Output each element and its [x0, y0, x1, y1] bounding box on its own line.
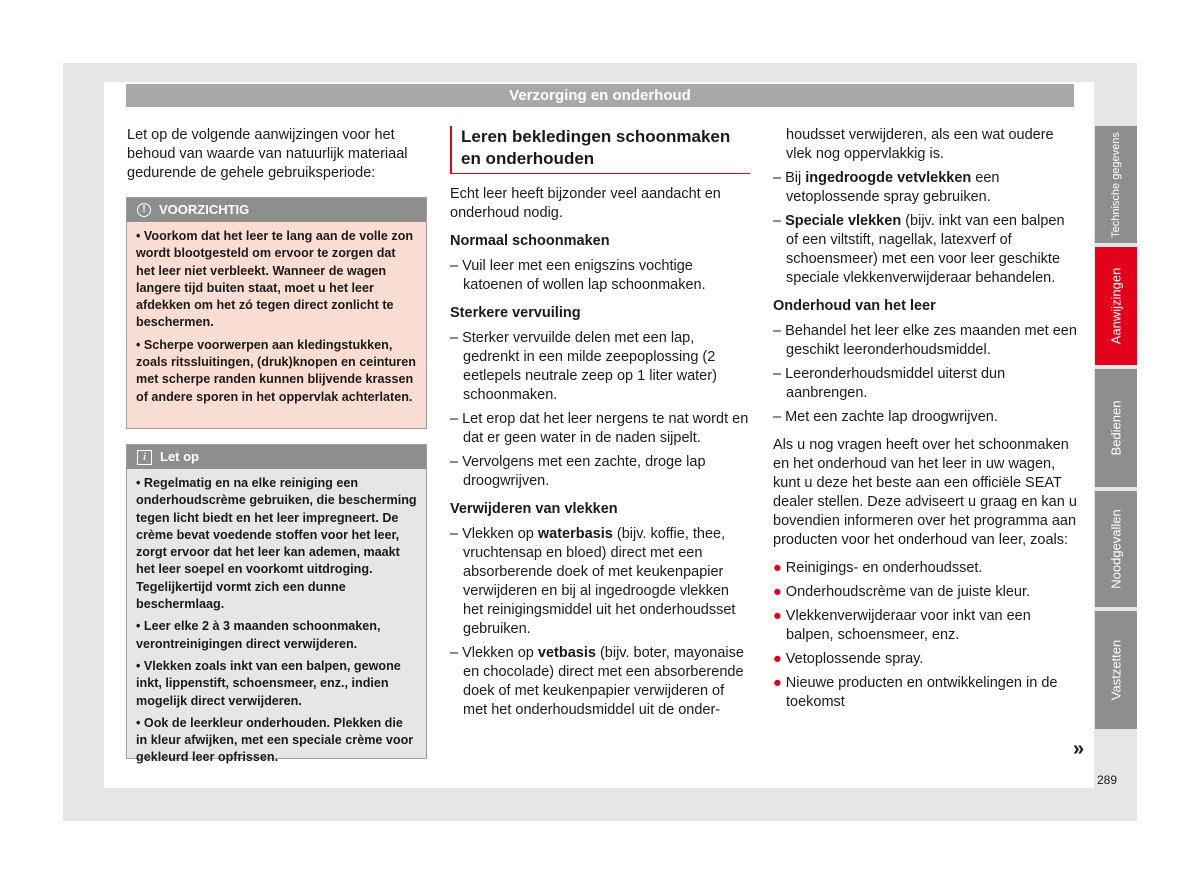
warning-item: • Voorkom dat het leer te lang aan de volle zon wordt blootgesteld om ervoor te zorgen dat het leer niet verbleekt. Wanneer de wagen langere tijd buiten staat, moet u het leer afdekken om het zó tegen direct zonlicht te beschermen. — [136, 229, 414, 330]
list-item: – Met een zachte lap droogwrijven. — [773, 409, 998, 425]
tab-noodgevallen[interactable]: Noodgevallen — [1095, 491, 1137, 607]
note-item: • Vlekken zoals inkt van een balpen, gewone inkt, lippenstift, schoensmeer, enz., indien mogelijk direct verwijderen. — [136, 658, 401, 708]
note-header — [127, 445, 426, 469]
list-item: – Sterker vervuilde delen met een lap, gedrenkt in een milde zeepoplossing (2 eetlepels neutrale zeep op 1 liter water) schoonmaken. — [450, 330, 717, 403]
column-3 — [773, 126, 1078, 717]
subheading-normal: Normaal schoonmaken — [450, 233, 610, 249]
list-item: – Let erop dat het leer nergens te nat wordt en dat er geen water in de naden sijpelt. — [450, 411, 749, 446]
dealer-paragraph: Als u nog vragen heeft over het schoonmaken en het onderhoud van het leer in uw wagen, kunt u deze het beste aan een officiële SEAT dealer stellen. Deze adviseert u graag en kan u bovendien informeren over het programma aan producten voor het onderhoud van leer, zoals: — [773, 437, 1077, 548]
list-item: – Speciale vlekken (bijv. inkt van een balpen of een viltstift, nagellak, latexverf of schoensmeer) met een voor leer geschikte speciale vlekkenverwijderaar behandelen. — [773, 213, 1065, 286]
section-title: Leren bekledingen schoonmaken en onderhouden — [450, 126, 750, 174]
list-item-continued: houdsset verwijderen, als een wat oudere vlek nog oppervlakkig is. — [786, 127, 1054, 162]
list-item: – Behandel het leer elke zes maanden met een geschikt leeronderhoudsmiddel. — [773, 323, 1077, 358]
warning-title: VOORZICHTIG — [159, 202, 250, 217]
bullet-item: ● Onderhoudscrème van de juiste kleur. — [773, 584, 1031, 600]
chapter-header: Verzorging en onderhoud — [126, 84, 1074, 107]
tab-vastzetten[interactable]: Vastzetten — [1095, 611, 1137, 729]
list-item: – Vlekken op vetbasis (bijv. boter, mayonaise en chocolade) direct met een absorberende doek of met keukenpapier verwijderen of met het onderhoudsmiddel uit de onder- — [450, 645, 744, 718]
list-item: – Vuil leer met een enigszins vochtige katoenen of wollen lap schoonmaken. — [450, 258, 706, 293]
bullet-item: ● Vlekkenverwijderaar voor inkt van een balpen, schoensmeer, enz. — [773, 608, 1031, 643]
tab-aanwijzingen[interactable]: Aanwijzingen — [1095, 247, 1137, 365]
note-item: • Regelmatig en na elke reiniging een onderhoudscrème gebruiken, die bescherming tegen licht biedt en het leer impregneert. De crème bevat voedende stoffen voor het leer, zorgt ervoor dat het leer kan ademen, maakt het leer soepel en voorkomt uitdroging. Tegelijkertijd vormt zich een dunne beschermlaag. — [136, 476, 417, 612]
list-item: – Vervolgens met een zachte, droge lap droogwrijven. — [450, 454, 706, 489]
list-item: – Bij ingedroogde vetvlekken een vetoplossende spray gebruiken. — [773, 170, 1000, 205]
subheading-heavy: Sterkere vervuiling — [450, 305, 581, 321]
page-number: 289 — [1097, 773, 1118, 787]
info-icon: i — [137, 450, 152, 465]
subheading-stains: Verwijderen van vlekken — [450, 501, 618, 517]
section-intro: Echt leer heeft bijzonder veel aandacht en onderhoud nodig. — [450, 186, 721, 221]
warning-header — [127, 198, 426, 222]
exclamation-circle-icon: ! — [137, 203, 151, 217]
bullet-item: ● Nieuwe producten en ontwikkelingen in de toekomst — [773, 675, 1058, 710]
warning-body — [127, 222, 426, 406]
bullet-item: ● Vetoplossende spray. — [773, 651, 924, 667]
intro-text: Let op de volgende aanwijzingen voor het behoud van waarde van natuurlijk materiaal gedurende de gehele gebruiksperiode: — [127, 127, 408, 181]
tab-bedienen[interactable]: Bedienen — [1095, 369, 1137, 487]
warning-item: • Scherpe voorwerpen aan kledingstukken, zoals ritssluitingen, (druk)knopen en ceinturen met scherpe randen kunnen blijvende krassen of andere sporen in het oppervlak achterlaten. — [136, 337, 416, 404]
tab-technische-gegevens[interactable]: Technische gegevens — [1095, 126, 1137, 243]
list-item: – Leeronderhoudsmiddel uiterst dun aanbrengen. — [773, 366, 1006, 401]
bullet-item: ● Reinigings- en onderhoudsset. — [773, 560, 983, 576]
note-item: • Ook de leerkleur onderhouden. Plekken die in kleur afwijken, met een speciale crème voor gekleurd leer opfrissen. — [136, 715, 414, 765]
note-body — [127, 469, 426, 767]
subheading-care: Onderhoud van het leer — [773, 298, 936, 314]
note-item: • Leer elke 2 à 3 maanden schoonmaken, verontreinigingen direct verwijderen. — [136, 619, 381, 651]
column-2 — [450, 126, 750, 720]
list-item: – Vlekken op waterbasis (bijv. koffie, thee, vruchtensap en bloed) direct met een absorberende doek of met keukenpapier verwijderen en bij al ingedroogde vlekken het reinigingsmiddel uit het onderhoudsset gebruiken. — [450, 526, 736, 637]
warning-box — [126, 197, 427, 429]
note-title: Let op — [160, 449, 199, 464]
column-1 — [127, 126, 427, 183]
continue-arrow-icon: » — [1073, 738, 1085, 760]
note-box — [126, 444, 427, 765]
